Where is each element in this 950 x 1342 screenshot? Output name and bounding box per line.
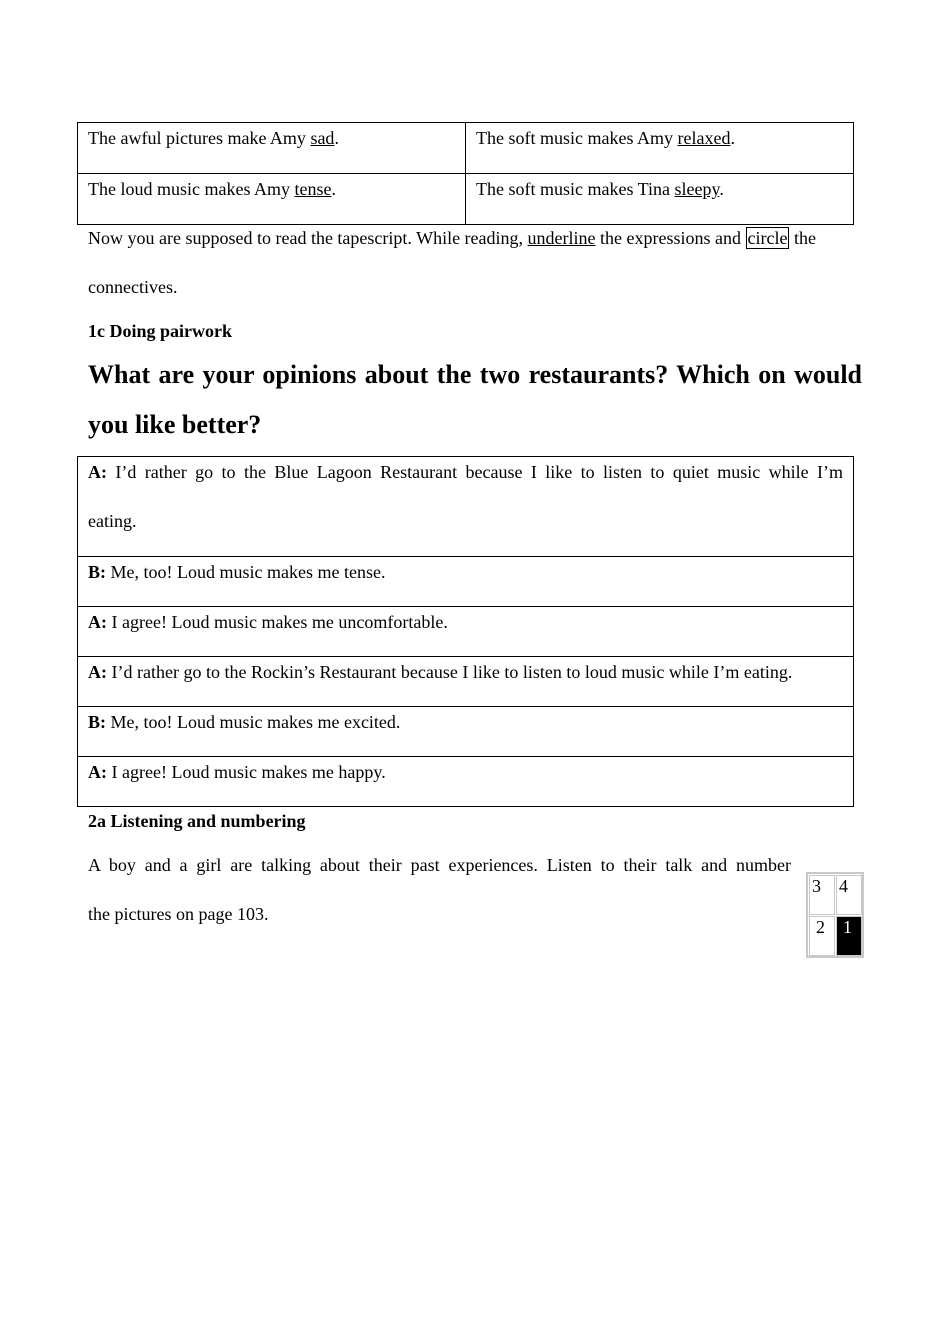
table-row (78, 557, 854, 607)
question-line-2: you like better? (88, 410, 262, 439)
dialogue-cell (78, 457, 854, 557)
underlined-word: tense (294, 179, 332, 199)
table-cell: The awful pictures make Amy sad. (78, 123, 466, 174)
section-heading-1c: 1c Doing pairwork (88, 321, 232, 341)
grid-cell: 2 (809, 916, 835, 956)
underlined-word: sad (310, 128, 335, 148)
dialogue-cell: B: Me, too! Loud music makes me excited. (78, 707, 854, 757)
dialogue-cell: B: Me, too! Loud music makes me tense. (78, 557, 854, 607)
dialogue-cell: A: I’d rather go to the Rockin’s Restaurant because I like to listen to loud music while I’m eating. (78, 657, 854, 707)
table-cell: The soft music makes Tina sleepy. (466, 174, 854, 225)
circle-keyword: circle (747, 228, 788, 248)
underlined-word: sleepy (674, 179, 720, 199)
section-heading-2a: 2a Listening and numbering (88, 811, 306, 831)
speaker-label: B: (88, 712, 106, 732)
table-cell: The loud music makes Amy tense. (78, 174, 466, 225)
speaker-label: B: (88, 562, 106, 582)
grid-cell: 4 (836, 875, 862, 915)
instruction-line-1: Now you are supposed to read the tapescript. While reading, underline the expressions and circle the (88, 228, 816, 248)
table-row (78, 657, 854, 707)
instruction-line-2: connectives. (88, 277, 178, 297)
dialogue-line-continued: eating. (88, 511, 137, 531)
dialogue-cell: A: I agree! Loud music makes me happy. (78, 757, 854, 807)
table-cell: The soft music makes Amy relaxed. (466, 123, 854, 174)
speaker-label: A: (88, 662, 107, 682)
question-heading (88, 350, 862, 450)
listening-instruction-line-2: the pictures on page 103. (88, 904, 269, 924)
listening-instruction-line-1: A boy and a girl are talking about their past experiences. Listen to their talk and number (88, 855, 791, 875)
speaker-label: A: (88, 462, 107, 482)
speaker-label: A: (88, 762, 107, 782)
table-row (78, 123, 854, 174)
dialogue-table (77, 456, 854, 807)
question-line-1: What are your opinions about the two restaurants? Which on would (88, 360, 862, 389)
grid-cell-highlighted: 1 (836, 916, 862, 956)
speaker-label: A: (88, 612, 107, 632)
table-row (78, 174, 854, 225)
underlined-word: relaxed (677, 128, 731, 148)
table-row (78, 607, 854, 657)
opinions-table (77, 122, 854, 225)
dialogue-line: A: I’d rather go to the Blue Lagoon Restaurant because I like to listen to quiet music while I’m (88, 462, 843, 482)
table-row (78, 757, 854, 807)
numbering-grid (806, 872, 864, 958)
dialogue-cell: A: I agree! Loud music makes me uncomfortable. (78, 607, 854, 657)
table-row (78, 457, 854, 557)
grid-cell: 3 (809, 875, 835, 915)
table-row (78, 707, 854, 757)
underline-keyword: underline (527, 228, 596, 248)
